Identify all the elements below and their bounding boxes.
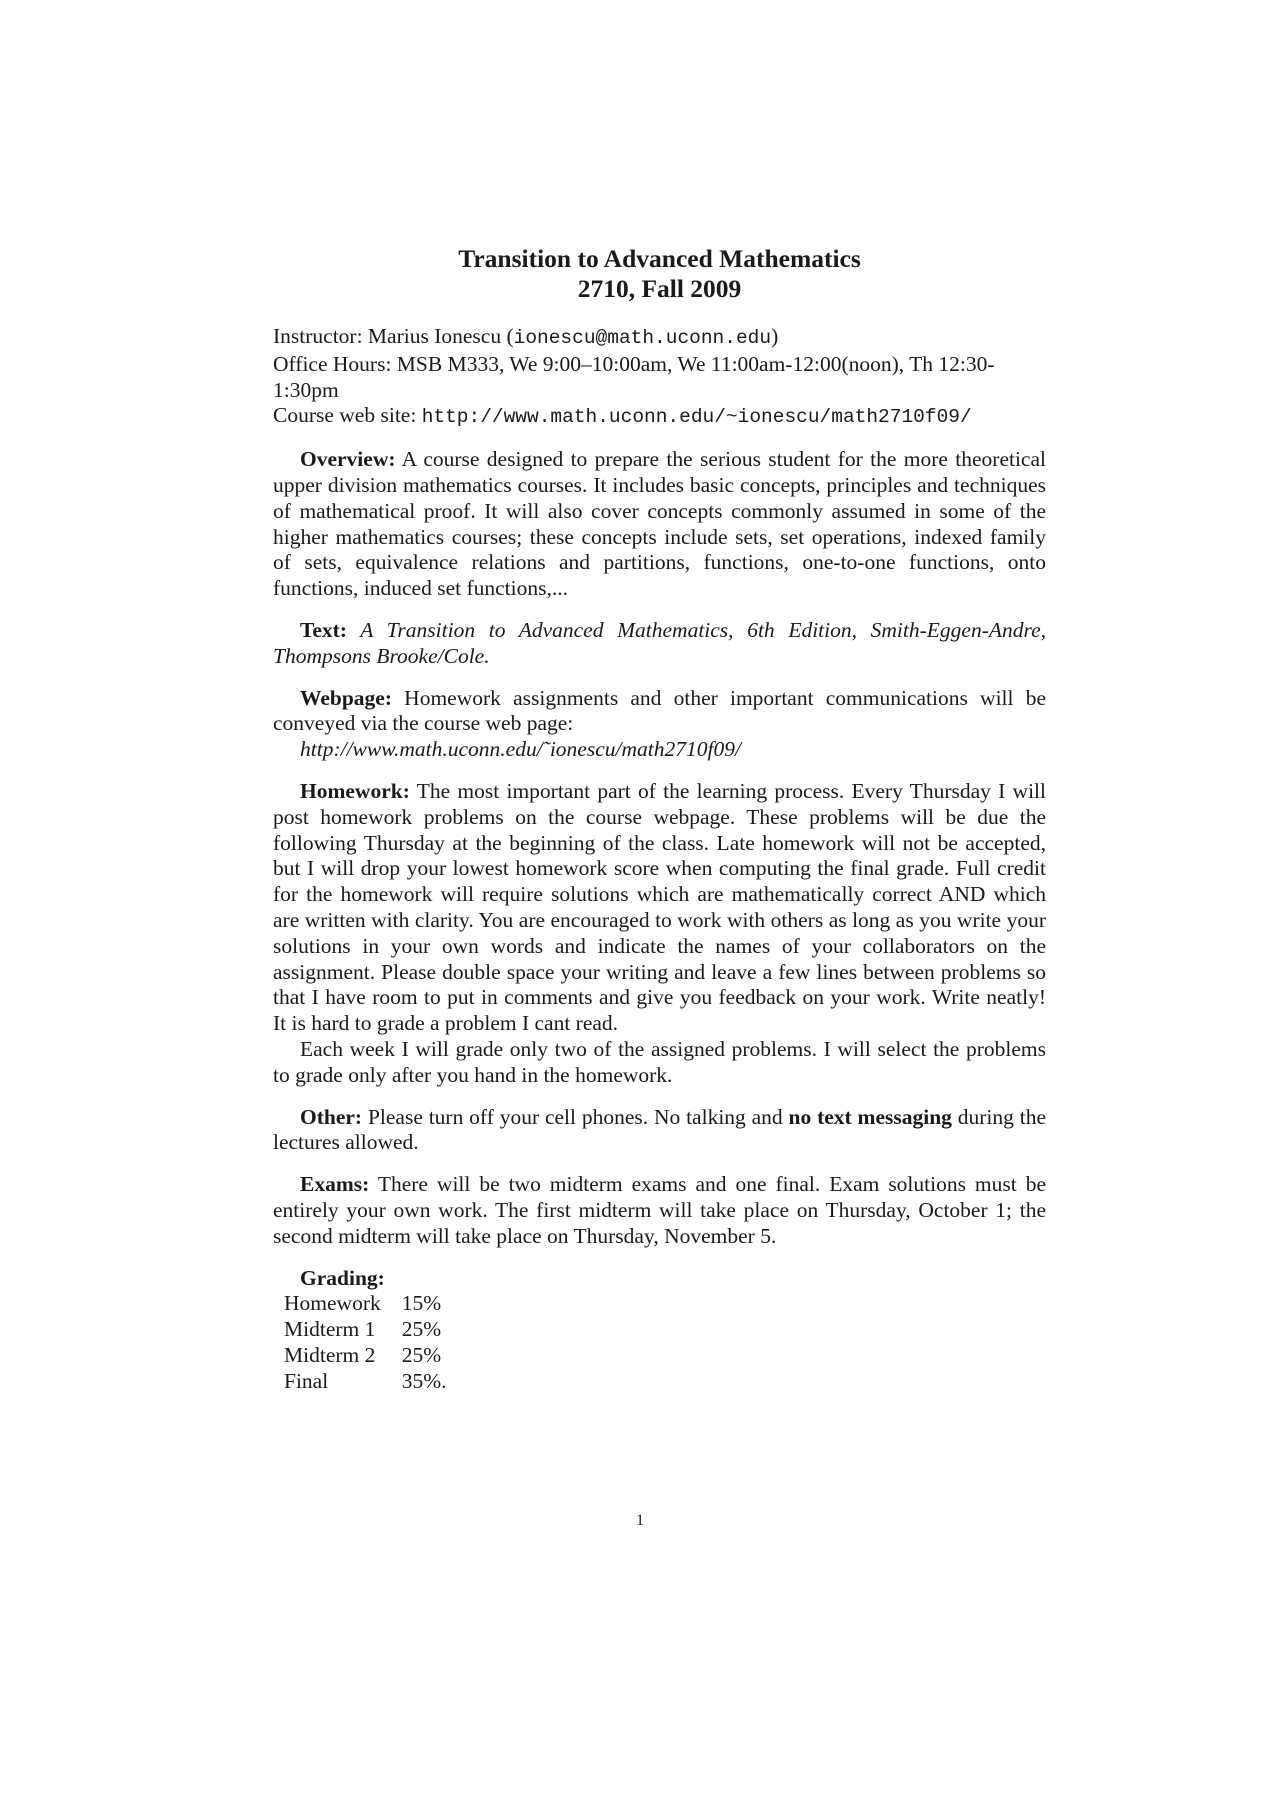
other-body-before: Please turn off your cell phones. No talking and <box>362 1104 789 1129</box>
instructor-line <box>273 324 1046 352</box>
other-bold-text: no text messaging <box>788 1104 952 1129</box>
other-body-after: during the lectures allowed. <box>273 1104 1046 1155</box>
page-number: 1 <box>636 1512 644 1529</box>
webpage-section <box>273 686 1046 738</box>
office-hours-line: Office Hours: MSB M333, We 9:00–10:00am, We 11:00am-12:00(noon), Th 12:30-1:30pm <box>273 351 995 402</box>
exams-body: There will be two midterm exams and one final. Exam solutions must be entirely your own work. The first midterm will take place on Thursday, October 1; the second midterm will take place on Thursday, November 5. <box>273 1172 1046 1248</box>
website-label: Course web site: <box>273 403 422 428</box>
overview-section <box>273 447 1046 602</box>
instructor-close: ) <box>771 324 779 348</box>
grading-item: Midterm 1 <box>284 1317 376 1342</box>
homework-section <box>273 779 1046 1037</box>
title-line-2: 2710, Fall 2009 <box>577 274 742 303</box>
text-body: A Transition to Advanced Mathematics, 6th Edition, Smith-Eggen-Andre, Thompsons Brooke/Cole. <box>273 617 1046 668</box>
webpage-heading: Webpage: <box>300 685 392 710</box>
text-section <box>273 618 1046 670</box>
overview-body: A course designed to prepare the serious student for the more theoretical upper division mathematics courses. It includes basic concepts, principles and techniques of mathematical proof. It will also cover concepts commonly assumed in some of the higher mathematics courses; these concepts include sets, set operations, indexed family of sets, equivalence relations and partitions, functions, one-to-one functions, onto functions, induced set functions,... <box>273 447 1046 601</box>
text-heading: Text: <box>300 617 347 642</box>
grading-weight: 25% <box>401 1317 442 1342</box>
grading-item: Midterm 2 <box>284 1342 376 1367</box>
other-heading: Other: <box>300 1104 363 1129</box>
grading-item: Homework <box>284 1291 381 1316</box>
grading-row <box>281 1343 450 1369</box>
grading-weight: 25% <box>401 1342 442 1367</box>
exams-heading: Exams: <box>300 1172 370 1197</box>
other-section <box>273 1105 1046 1157</box>
webpage-body: Homework assignments and other important communications will be conveyed via the course web page: <box>273 685 1046 736</box>
overview-heading: Overview: <box>300 447 396 472</box>
grading-table <box>281 1291 450 1394</box>
grading-weight: 15% <box>401 1291 442 1316</box>
grading-row <box>281 1369 450 1395</box>
website-line <box>273 403 1046 431</box>
webpage-url: http://www.math.uconn.edu/˜ionescu/math2710f09/ <box>300 737 741 762</box>
grading-item: Final <box>284 1368 329 1393</box>
title-line-1: Transition to Advanced Mathematics <box>458 244 861 273</box>
grading-weight: 35%. <box>401 1368 447 1393</box>
homework-heading: Homework: <box>300 778 410 803</box>
grading-heading: Grading: <box>300 1265 385 1290</box>
instructor-email: ionescu@math.uconn.edu <box>513 327 772 349</box>
grading-row <box>281 1291 450 1317</box>
website-url: http://www.math.uconn.edu/~ionescu/math2710f09/ <box>421 406 972 429</box>
instructor-label: Instructor: Marius Ionescu ( <box>273 324 514 348</box>
syllabus-page <box>273 244 1046 1394</box>
exams-section <box>273 1172 1046 1249</box>
document-title <box>273 244 1046 304</box>
homework-body: The most important part of the learning process. Every Thursday I will post homework problems on the course webpage. These problems will be due the following Thursday at the beginning of the class. Late homework will not be accepted, but I will drop your lowest homework score when computing the final grade. Full credit for the homework will require solutions which are mathematically correct AND which are written with clarity. You are encouraged to work with others as long as you write your solutions in your own words and indicate the names of your collaborators on the assignment. Please double space your writing and leave a few lines between problems so that I have room to put in comments and give you feedback on your work. Write neatly! It is hard to grade a problem I cant read. <box>273 778 1046 1036</box>
homework-body-2: Each week I will grade only two of the assigned problems. I will select the problems to grade only after you hand in the homework. <box>273 1036 1046 1087</box>
grading-row <box>281 1317 450 1343</box>
